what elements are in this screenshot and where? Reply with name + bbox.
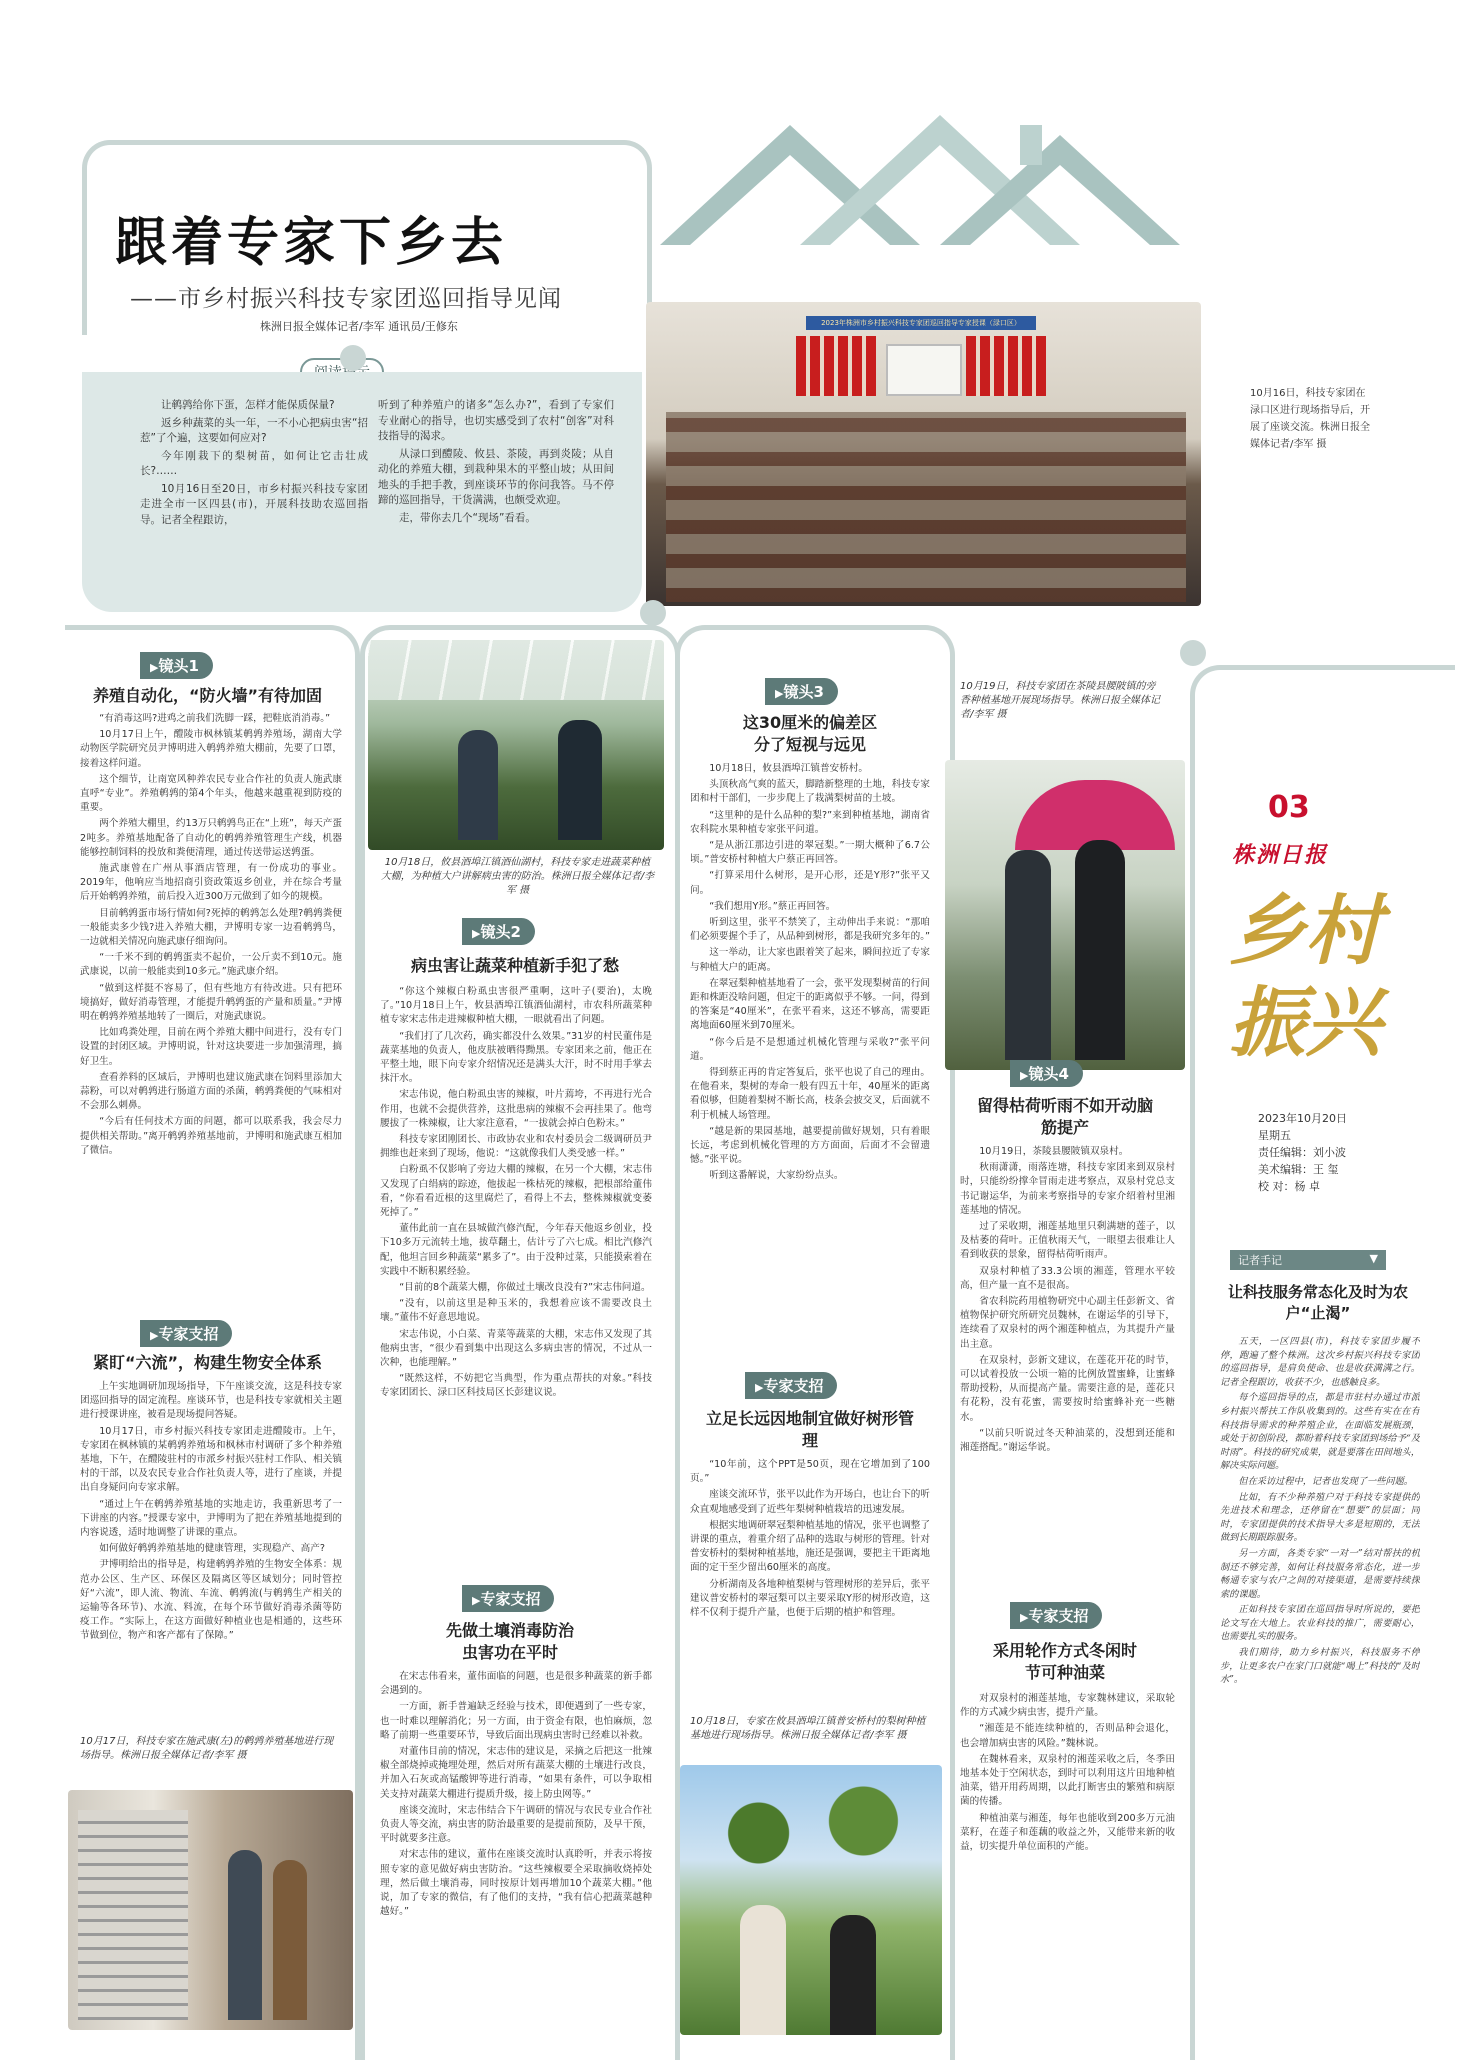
reporter-note-label: 记者手记 (1238, 1254, 1282, 1267)
paragraph: “越是新的果园基地，越要提前做好规划，只有着眼长远，考虑到机械化管理的方方面面，后面才不会留遗憾。”张平说。 (690, 1125, 930, 1166)
zhaoC-title: 立足长远因地制宜做好树形管理 (705, 1409, 914, 1450)
cage-rows (78, 1810, 188, 2020)
paragraph: 我们期待，助力乡村振兴，科技服务不停步，让更多农户在家门口就能“喝上”科技的“及时水”。 (1220, 1647, 1420, 1686)
shot3-title: 这30厘米的偏差区分了短视与远见 (742, 713, 878, 754)
reporter-note-title: 让科技服务常态化及时为农户“止渴” (1227, 1283, 1408, 1322)
person-figure (458, 730, 498, 840)
paragraph: “是从浙江那边引进的翠冠梨。”一期大概种了6.7公顷。”普安桥村种植大户蔡正再回答。 (690, 840, 930, 866)
paragraph: “既然这样，不妨把它当典型，作为重点帮扶的对象。”科技专家团团长、渌口区科技局区长彭建议说。 (380, 1373, 652, 1399)
paragraph: 得到蔡正再的肯定答复后，张平也说了自己的理由。在他看来，梨树的寿命一般有四五十年，40厘米的距离看似够，但随着梨树不断长高，枝条会披交叉，后面就不利于机械人场管理。 (690, 1067, 930, 1121)
intro-paragraph: 让鹌鹑给你下蛋，怎样才能保质保量? (161, 399, 335, 411)
paragraph: 比如鸡粪处理，目前在两个养殖大棚中间进行，没有专门设置的封闭区域。尹博明说，针对这块要进一步加强清理，搞好卫生。 (80, 1027, 342, 1067)
intro-col-1 (140, 398, 368, 530)
zhaoD-title: 采用轮作方式冬闲时节可种油菜 (992, 1641, 1137, 1682)
shot4-title: 留得枯荷听雨不如开动脑筋提产 (976, 1096, 1153, 1137)
shot1-title: 养殖自动化，“防火墙”有待加固 (92, 686, 323, 705)
expert-tip-label: ▶ 专家支招 (462, 1585, 554, 1612)
page-number: 03 (1268, 790, 1310, 825)
expert-tip-label: ▶ 专家支招 (1010, 1602, 1102, 1629)
byline: 株洲日报全媒体记者/李军 通讯员/王修东 (260, 320, 458, 333)
paragraph: 五天，一区四县(市)，科技专家团步履不停，跑遍了整个株洲。这次乡村振兴科技专家团的巡回指导，是肩负使命、也是收获满满之行。记者全程跟访，收获不少，也感触良多。 (1220, 1336, 1420, 1388)
zhaoD-tag (1010, 1602, 1102, 1629)
frame-knob (640, 600, 666, 626)
paragraph: 但在采访过程中，记者也发现了一些问题。 (1238, 1475, 1413, 1487)
paragraph: 双泉村种植了33.3公顷的湘莲，管理水平较高，但产量一直不是很高。 (960, 1265, 1175, 1291)
shot2-tag (462, 918, 535, 945)
intro-paragraph: 今年刚栽下的梨树苗，如何让它击壮成长?…… (140, 449, 368, 477)
paragraph: “打算采用什么树形，是开心形，还是Y形?”张平又问。 (690, 870, 930, 896)
paragraph: “我们想用Y形。”蔡正再回答。 (709, 900, 836, 912)
quail-farm-photo (68, 1790, 353, 2030)
paragraph: 10月17日上午，醴陵市枫林镇某鹌鹑养殖场，湖南大学动物医学院研究员尹博明进入鹌鹑养殖大棚前，先要了口罩，接着这样问道。 (80, 729, 342, 769)
shot2-body (380, 985, 652, 1545)
intro-paragraph: 返乡种蔬菜的头一年，一不小心把病虫害“招惹”了个遍，这要如何应对? (140, 416, 368, 444)
paragraph: 正如科技专家团在巡回指导时所说的，要把论文写在大地上。农业科技的推广，需要耐心，也需要扎实的服务。 (1220, 1604, 1420, 1643)
expert-tip-label: ▶ 专家支招 (745, 1372, 837, 1399)
page-title: 跟着专家下乡去 (115, 213, 508, 273)
paragraph: “没有，以前这里是种玉米的，我想着应该不需要改良土壤。”董伟不好意思地说。 (380, 1298, 652, 1324)
shot-label: ▶ 镜头3 (765, 678, 838, 705)
page-subtitle: ——市乡村振兴科技专家团巡回指导见闻 (130, 286, 562, 312)
paragraph: 在魏林看来，双泉村的湘莲采收之后，冬季田地基本处于空闲状态，到时可以利用这片田地种植油菜，错开用药周期，以此打断害虫的繁殖和病原菌的传播。 (960, 1753, 1175, 1808)
person-figure (1005, 850, 1051, 1060)
expert-tip-label: ▶ 专家支招 (140, 1320, 232, 1347)
paragraph: “这里种的是什么品种的梨?”来到种植基地，湖南省农科院水果种植专家张平问道。 (690, 809, 930, 835)
lotus-rain-photo (945, 760, 1185, 1070)
paragraph: 尹博明给出的指导是，构建鹌鹑养殖的生物安全体系：规范办公区、生产区、环保区及隔离区等区域划分；同时管控好“六流”，即人流、物流、车流、鹌鹑流(与鹌鹑生产相关的运输等各环节)、水流、料流，在每个环节做好消毒杀菌等防疫工作。“实际上，在这方面做好种植业也是相通的，这些环节做到位，物产和客产都有了保障。” (80, 1559, 342, 1642)
pear-orchard-photo (680, 1765, 942, 2035)
paragraph: “10年前，这个PPT是50页，现在它增加到了100页。” (690, 1459, 930, 1485)
art-editor-credit: 美术编辑：王 玺 (1258, 1163, 1339, 1176)
reporter-note-tag (1230, 1250, 1386, 1270)
zhaoA-body (80, 1380, 342, 1725)
paragraph: “今后有任何技术方面的问题，都可以联系我，我会尽力提供相关帮助。”离开鹌鹑养殖基地前，尹博明和施武康互相加了微信。 (80, 1116, 342, 1156)
shot3-body (690, 762, 930, 1367)
proofreader-credit: 校 对：杨 卓 (1258, 1180, 1320, 1193)
frame-knob (1180, 640, 1206, 666)
paragraph: 这个细节，让南宽风种养农民专业合作社的负责人施武康直呼“专业”。养殖鹌鹑的第4个年头，他越来越重视到防疫的重要。 (80, 773, 342, 814)
frame-knob (340, 345, 366, 371)
zhaoA-tag (140, 1320, 232, 1347)
shot4-tag (1010, 1060, 1083, 1087)
zhaoD-body (960, 1692, 1175, 2042)
person-figure (558, 720, 602, 840)
red-flags (796, 336, 876, 396)
paragraph: 施武康曾在广州从事酒店管理，有一份成功的事业。2019年，他响应当地招商引资政策返乡创业，并在综合考量后开始鹌鹑养殖，前后投入近300万元做到了如今的规模。 (80, 863, 342, 903)
meeting-photo-caption: 10月16日，科技专家团在渌口区进行现场指导后，开展了座谈交流。株洲日报全媒体记者/李军 摄 (1250, 388, 1370, 450)
paragraph: “一千米不到的鹌鹑蛋卖不起价，一公斤卖不到10元。施武康说，以前一般能卖到10多元。”施武康介绍。 (80, 952, 342, 978)
paragraph: 听到这番解说，大家纷纷点头。 (709, 1170, 844, 1182)
paragraph: 一方面，新手普遍缺乏经验与技术，即便遇到了一些专家，也一时难以理解消化；另一方面，由于资金有限，也怕麻烦，忽略了前期一些重要环节，导致后面出现病虫害时已经难以补救。 (380, 1701, 652, 1741)
intro-paragraph: 从渌口到醴陵、攸县、茶陵，再到炎陵；从自动化的养殖大棚，到栽种果木的平整山坡；从田间地头的手把手教，到座谈环节的你问我答。马不停蹄的巡回指导，干货满满，也颇受欢迎。 (378, 447, 614, 506)
person-figure (228, 1850, 262, 2020)
paragraph: 省农科院药用植物研究中心副主任彭新文、省植物保护研究所研究员魏林，在谢运华的引导下，连续看了双泉村的两个湘莲种植点，为其提升产量出主意。 (960, 1296, 1175, 1350)
paragraph: 董伟此前一直在县城做汽修汽配，今年春天他返乡创业，投下10多万元流转土地，拔草翻土，估计亏了六七成。相比汽修汽配，他坦言回乡种蔬菜“累多了”。由于没种过菜，只能摸索着在实践中不断积累经验。 (380, 1223, 652, 1277)
paragraph: 秋雨潇潇，雨落连塘，科技专家团来到双泉村时，只能纷纷撑伞冒雨走进考察点，双泉村党总支书记谢运华，为前来考察指导的专家介绍着村里湘莲基地的情况。 (960, 1162, 1175, 1216)
paragraph: 对董伟目前的情况，宋志伟的建议是，采摘之后把这一批辣椒全部烧掉或掩埋处理，然后对所有蔬菜大棚的土壤进行改良，并加入石灰或高锰酸钾等进行消毒，“如果有条件，可以争取相关支持对蔬菜大棚进行提质升级，接上防虫网等。” (380, 1746, 652, 1800)
reporter-note-body (1220, 1335, 1420, 2035)
paragraph: 听到这里，张平不禁笑了，主动伸出手来说：“那咱们必须要握个手了，从品种到树形，都是我研究多年的。” (690, 917, 930, 943)
issue-weekday: 星期五 (1258, 1129, 1291, 1142)
roof-decoration (640, 95, 1180, 245)
zhaoA-title: 紧盯“六流”，构建生物安全体系 (92, 1353, 323, 1372)
paragraph: 对双泉村的湘莲基地，专家魏林建议，采取轮作的方式减少病虫害，提升产量。 (960, 1693, 1175, 1719)
paragraph: 比如，有不少种养殖户对于科技专家提供的先进技术和理念，还停留在“想要”的层面；同时，专家团提供的技术指导大多是短期的，无法做到长期跟踪服务。 (1220, 1491, 1420, 1544)
paper-name: 株洲日报 (1232, 843, 1329, 868)
paragraph: 对宋志伟的建议，董伟在座谈交流时认真聆听，并表示将按照专家的意见做好病虫害防治。“这些辣椒要全采取摘收烧掉处理，然后做土壤消毒，同时按原计划再增加10个蔬菜大棚。”他说，加了专家的微信，有了他们的支持，“我有信心把蔬菜越种越好。” (380, 1849, 652, 1918)
meeting-banner: 2023年株洲市乡村振兴科技专家团巡回指导专家授课（渌口区） (806, 316, 1036, 330)
date-block (1258, 1110, 1347, 1195)
triangle-down-icon: ▼ (1369, 1252, 1378, 1265)
pear-leaves (680, 1785, 942, 1905)
paragraph: 这一举动，让大家也跟着笑了起来，瞬间拉近了专家与种植大户的距离。 (690, 947, 930, 973)
paragraph: “目前的8个蔬菜大棚，你做过土壤改良没有?”宋志伟问道。 (399, 1282, 651, 1294)
paragraph: 宋志伟说，他白粉虱虫害的辣椒，叶片蔫垮，不再进行光合作用，也就不会提供营养，这批患病的辣椒不会再挂果了。他弯腰拔了一株辣椒，让大家注意看，“一拔就会掉白色粉末。” (380, 1089, 652, 1129)
paragraph: 每个巡回指导的点，都是市驻村办通过市派乡村振兴帮扶工作队收集到的。这些有实在在有科技指导需求的种养殖企业，在面临发展瓶颈，或处于初创阶段，都盼着科技专家团到场给予“及时雨”。科技的研究成果，就是要落在田间地头，解决实际问题。 (1220, 1392, 1420, 1472)
paragraph: 头顶秋高气爽的蓝天，脚踏新整理的土地，科技专家团和村干部们，一步步爬上了栽满梨树苗的土坡。 (690, 779, 930, 805)
issue-date: 2023年10月20日 (1258, 1112, 1347, 1125)
person-figure (740, 1905, 786, 2035)
shot1-body (80, 712, 342, 1312)
section-calligraphy: 乡村振兴 (1229, 886, 1381, 1067)
zhaoB-title: 先做土壤消毒防治虫害功在平时 (445, 1621, 574, 1662)
meeting-photo (646, 302, 1201, 606)
paragraph: “你今后是不是想通过机械化管理与采收?”张平问道。 (690, 1036, 930, 1062)
paragraph: 在翠冠梨种植基地看了一会，张平发现梨树苗的行间距和株距没啥问题，但定干的距离似乎不够。一问，得到的答案是“40厘米”，在张平看来，这还不够高，需要距离地面60厘米到70厘米。 (690, 977, 930, 1032)
shot1-tag (140, 652, 213, 679)
paragraph: 座谈交流时，宋志伟结合下午调研的情况与农民专业合作社负责人等交流，病虫害的防治最重要的是提前预防，及早干预，平时就要多注意。 (380, 1804, 652, 1845)
paragraph: “你这个辣椒白粉虱虫害很严重啊，这叶子(要治)，太晚了。”10月18日上午，攸县酒埠江镇酒仙湖村，市农科所蔬菜种植专家宋志伟走进辣椒种植大棚，一眼就看出了问题。 (380, 986, 652, 1026)
paragraph: 10月18日，攸县酒埠江镇普安桥村。 (709, 763, 868, 774)
paragraph: 根据实地调研翠冠梨种植基地的情况，张平也调整了讲课的重点，着重介绍了品种的选取与树形的管理。针对普安桥村的梨树种植基地，施还是强调，要把主干距离地面的定干至少留出60厘米的高度。 (690, 1519, 930, 1574)
shot3-tag (765, 678, 838, 705)
paragraph: 宋志伟说，小白菜、青菜等蔬菜的大棚，宋志伟又发现了其他病虫害，“很少看到集中出现这么多病虫害的情况，不过从一次种，也能理解。” (380, 1328, 652, 1369)
shot2-title: 病虫害让蔬菜种植新手犯了愁 (410, 956, 619, 975)
shot-label: ▶ 镜头2 (462, 918, 535, 945)
paragraph: “通过上午在鹌鹑养殖基地的实地走访，我重新思考了一下讲座的内容。”授课专家中，尹博明为了把在养殖基地提到的内容说透，适时地调整了讲课的重点。 (80, 1498, 342, 1539)
paragraph: 查看养料的区域后，尹博明也建议施武康在饲料里添加大蒜粉，可以对鹌鹑进行肠道方面的杀菌，鹌鹑粪便的气味相对不会那么刺鼻。 (80, 1071, 342, 1112)
shot-label: ▶ 镜头4 (1010, 1060, 1083, 1087)
vegetable-greenhouse-photo (368, 640, 664, 850)
paragraph: 座谈交流环节，张平以此作为开场白，也让台下的听众直观地感受到了近些年梨树种植栽培的迅速发展。 (690, 1489, 930, 1515)
quail-photo-caption: 10月17日，科技专家在施武康(左)的鹌鹑养殖基地进行现场指导。株洲日报全媒体记者/李军 摄 (80, 1736, 334, 1761)
paragraph: 10月19日，茶陵县腰陂镇双泉村。 (979, 1146, 1129, 1157)
paragraph: 在宋志伟看来，董伟面临的问题，也是很多种蔬菜的新手都会遇到的。 (380, 1671, 652, 1697)
paragraph: “以前只听说过冬天种油菜的，没想到还能和湘莲搭配。”谢运华说。 (960, 1427, 1175, 1454)
paragraph: 种植油菜与湘莲，每年也能收到200多万元油菜籽，在莲子和莲藕的收益之外，又能带来新的收益，切实提升单位面积的产能。 (960, 1812, 1175, 1853)
pear-photo-caption: 10月18日，专家在攸县酒埠江镇普安桥村的梨树种植基地进行现场指导。株洲日报全媒体记者/李军 摄 (690, 1716, 926, 1741)
person-figure (830, 1915, 876, 2035)
zhaoB-tag (462, 1585, 554, 1612)
projection-screen (886, 344, 962, 396)
paragraph: “湘莲是不能连续种植的，否则品种会退化，也会增加病虫害的风险。”魏林说。 (960, 1723, 1175, 1749)
zhaoC-body (690, 1458, 930, 1708)
meeting-rows (666, 412, 1186, 602)
paragraph: 10月17日，市乡村振兴科技专家团走进醴陵市。上午，专家团在枫林镇的某鹌鹑养殖场和枫林市村调研了多个种养殖基地，下午，在醴陵驻村的市派乡村振兴驻村工作队、相关镇村的干部，以及农民专业合作社负责人等，进行了座谈，并提出自身疑问向专家求解。 (80, 1425, 342, 1494)
paragraph: “有消毒这吗?进鸡之前我们洗脚一踩，把鞋底消消毒。” (99, 713, 331, 724)
zhaoB-body (380, 1670, 652, 2050)
zhaoC-tag (745, 1372, 837, 1399)
greenhouse-photo-caption: 10月18日，攸县酒埠江镇酒仙湖村，科技专家走进蔬菜种植大棚，为种植大户讲解病虫害的防治。株洲日报全媒体记者/李军 摄 (380, 857, 655, 896)
paragraph: 在双泉村，彭新文建议，在莲花开花的时节，可以试着投放一公顷一箱的比例放置蜜蜂，让蜜蜂帮助授粉，从而提高产量。需要注意的是，莲花只有花粉，没有花蜜，需要按时给蜜蜂补充一些糖水。 (960, 1354, 1175, 1423)
paragraph: 白粉虱不仅影响了旁边大棚的辣椒，在另一个大棚，宋志伟又发现了白绢病的踪迹，他拔起一株枯死的辣椒，把根部给董伟看，“你看看近根的这里腐烂了，看得上不去，整株辣椒就变萎死掉了。” (380, 1164, 652, 1219)
intro-paragraph: 10月16日至20日，市乡村振兴科技专家团走进全市一区四县(市)，开展科技助农巡回指导。记者全程跟访， (140, 482, 368, 526)
shot-label: ▶ 镜头1 (140, 652, 213, 679)
intro-col-2 (378, 398, 614, 528)
person-figure (273, 1860, 307, 2020)
editor-credit: 责任编辑：刘小波 (1258, 1146, 1346, 1159)
person-figure (1075, 840, 1125, 1060)
paragraph: 上午实地调研加现场指导，下午座谈交流，这是科技专家团巡回指导的固定流程。座谈环节，也是科技专家就相关主题进行授课讲座，被看是现场提问答疑。 (80, 1381, 342, 1421)
paragraph: 如何做好鹌鹑养殖基地的健康管理，实现稳产、高产? (99, 1543, 325, 1555)
paragraph: 目前鹌鹑蛋市场行情如何?死掉的鹌鹑怎么处理?鹌鹑粪便一般能卖多少钱?进入养殖大棚，尹博明专家一边看鹌鹑鸟，一边就相关情况向施武康仔细询问。 (80, 907, 342, 948)
paragraph: 科技专家团刚团长、市政协农业和农村委员会二级调研员尹拥维也赶来到了现场，他说：“这就像我们人类受感一样。” (380, 1134, 652, 1160)
paragraph: 分析湖南及各地种植梨树与管理树形的差异后，张平建议普安桥村的翠冠梨可以主要采取Y形的树形改造，这样不仅利于提升产量，也便于后期的植护和管理。 (690, 1578, 930, 1619)
red-flags (966, 336, 1046, 396)
lotus-photo-caption: 10月19日，科技专家团在茶陵县腰陂镇的旁香种植基地开展现场指导。株洲日报全媒体记者/李军 摄 (960, 681, 1160, 720)
intro-paragraph: 听到了种养殖户的诸多“怎么办?”，看到了专家们专业耐心的指导，也切实感受到了农村“创客”对科技指导的渴求。 (378, 399, 614, 442)
shot4-body (960, 1145, 1175, 1515)
paragraph: 另一方面，各类专家“一对一”结对帮扶的机制还不够完善，如何让科技服务常态化，进一步畅通专家与农户之间的对接渠道，是需要持续探索的课题。 (1220, 1547, 1420, 1600)
paragraph: 过了采收期，湘莲基地里只剩满塘的莲子，以及枯萎的荷叶。正值秋雨天气，一眼望去很难让人看到收获的景象，留得枯荷听雨声。 (960, 1221, 1175, 1261)
paragraph: “做到这样挺不容易了，但有些地方有待改进。只有把环境搞好，做好消毒管理，才能提升鹌鹑蛋的产量和质量。”尹博明在鹌鹑养殖基地转了一圈后，对施武康说。 (80, 982, 342, 1023)
greenhouse-roof (368, 640, 664, 700)
intro-paragraph: 走，带你去几个“现场”看看。 (399, 511, 536, 524)
paragraph: 两个养殖大棚里，约13万只鹌鹑鸟正在“上班”，每天产蛋2吨多。养殖基地配备了自动化的鹌鹑养殖管理生产线，机器能够控制饲料的投放和粪便清理，通过传送带运送鹑蛋。 (80, 818, 342, 858)
paragraph: “我们打了几次药，确实都没什么效果。”31岁的村民董伟是蔬菜基地的负责人，他皮肤被晒得黝黑。专家团来之前，他正在平整土地，眼下向专家介绍情况还是满头大汗，时不时用手掌去抹汗水。 (380, 1030, 652, 1085)
